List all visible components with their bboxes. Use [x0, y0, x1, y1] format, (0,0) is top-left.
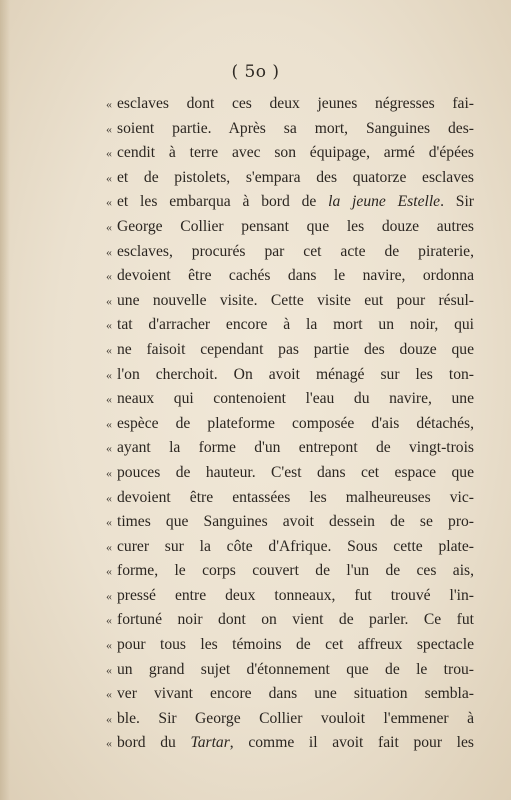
text-line [106, 387, 474, 412]
text-line [106, 117, 474, 142]
quote-mark: « [106, 318, 112, 333]
line-text: George Collier pensant que les douze autres [117, 217, 474, 235]
quote-mark: « [106, 736, 112, 751]
quote-mark: « [106, 170, 112, 185]
text-line [106, 240, 474, 265]
text-line [106, 436, 474, 461]
line-text: bord du [117, 734, 191, 752]
text-line [106, 510, 474, 535]
quote-mark: « [106, 146, 112, 161]
line-text: esclaves, procurés par cet acte de piraterie, [117, 242, 474, 260]
text-line [106, 363, 474, 388]
quote-mark: « [106, 564, 112, 579]
line-text: pressé entre deux tonneaux, fut trouvé l'in- [117, 586, 474, 604]
quote-mark: « [106, 687, 112, 702]
text-line [106, 190, 474, 215]
line-text: . Sir [440, 193, 474, 211]
line-text: ayant la forme d'un entrepont de vingt-trois [117, 439, 474, 457]
line-text: ver vivant encore dans une situation sembla- [117, 685, 474, 703]
line-text: fortuné noir dont on vient de parler. Ce fut [117, 611, 474, 629]
line-text: neaux qui contenoient l'eau du navire, une [117, 390, 474, 408]
italic-text: Tartar [190, 734, 230, 752]
quote-mark: « [106, 638, 112, 653]
text-line [106, 707, 474, 732]
text-line [106, 313, 474, 338]
text-line [106, 215, 474, 240]
text-line [106, 141, 474, 166]
line-text: et les embarqua à bord de [117, 193, 329, 211]
quote-mark: « [106, 515, 112, 530]
line-text: l'on cherchoit. On avoit ménagé sur les ton- [117, 365, 474, 383]
quote-mark: « [106, 244, 112, 259]
quote-mark: « [106, 613, 112, 628]
line-text: times que Sanguines avoit dessein de se pro- [117, 513, 474, 531]
quote-mark: « [106, 588, 112, 603]
text-line [106, 584, 474, 609]
text-line [106, 92, 474, 117]
quote-mark: « [106, 539, 112, 554]
text-line [106, 559, 474, 584]
quote-mark: « [106, 465, 112, 480]
line-text: curer sur la côte d'Afrique. Sous cette plate- [117, 537, 474, 555]
line-text: pour tous les témoins de cet affreux spectacle [117, 636, 474, 654]
text-line [106, 731, 474, 756]
quote-mark: « [106, 416, 112, 431]
line-text: une nouvelle visite. Cette visite eut pour résul- [117, 291, 474, 309]
text-line [106, 608, 474, 633]
line-text: pouces de hauteur. C'est dans cet espace que [117, 463, 474, 481]
page-number: ( 5o ) [231, 62, 280, 82]
line-text: soient partie. Après sa mort, Sanguines des- [117, 119, 474, 137]
text-line [106, 166, 474, 191]
line-text: forme, le corps couvert de l'un de ces ais, [117, 562, 474, 580]
line-text: ne faisoit cependant pas partie des douze que [117, 340, 474, 358]
quote-mark: « [106, 97, 112, 111]
quote-mark: « [106, 342, 112, 357]
quote-mark: « [106, 711, 112, 726]
quote-mark: « [106, 195, 112, 210]
text-line [106, 633, 474, 658]
text-line [106, 264, 474, 289]
line-text: devoient être cachés dans le navire, ordonna [117, 267, 474, 285]
text-line [106, 338, 474, 363]
page-edge-shadow [0, 0, 10, 800]
line-text: ble. Sir George Collier vouloit l'emmener à [117, 709, 474, 727]
line-text: et de pistolets, s'empara des quatorze esclaves [117, 168, 474, 186]
line-text: cendit à terre avec son équipage, armé d'épées [117, 144, 474, 162]
text-line [106, 535, 474, 560]
text-line [106, 289, 474, 314]
line-text: devoient être entassées les malheureuses vic- [117, 488, 474, 506]
quote-mark: « [106, 392, 112, 407]
quote-mark: « [106, 490, 112, 505]
quote-mark: « [106, 441, 112, 456]
quote-mark: « [106, 121, 112, 136]
line-text: tat d'arracher encore à la mort un noir, qui [117, 316, 474, 334]
text-line [106, 682, 474, 707]
text-line [106, 486, 474, 511]
line-text: , comme il avoit fait pour les [229, 734, 474, 752]
text-line [106, 658, 474, 683]
italic-text: la jeune Estelle [328, 193, 441, 211]
quote-mark: « [106, 219, 112, 234]
line-text: un grand sujet d'étonnement que de le trou- [117, 660, 474, 678]
quote-mark: « [106, 293, 112, 308]
text-line [106, 412, 474, 437]
line-text: esclaves dont ces deux jeunes négresses fai- [117, 95, 474, 112]
text-line [106, 461, 474, 486]
line-text: espèce de plateforme composée d'ais détachés, [117, 414, 474, 432]
body-text [106, 92, 474, 756]
quote-mark: « [106, 367, 112, 382]
quote-mark: « [106, 662, 112, 677]
quote-mark: « [106, 269, 112, 284]
